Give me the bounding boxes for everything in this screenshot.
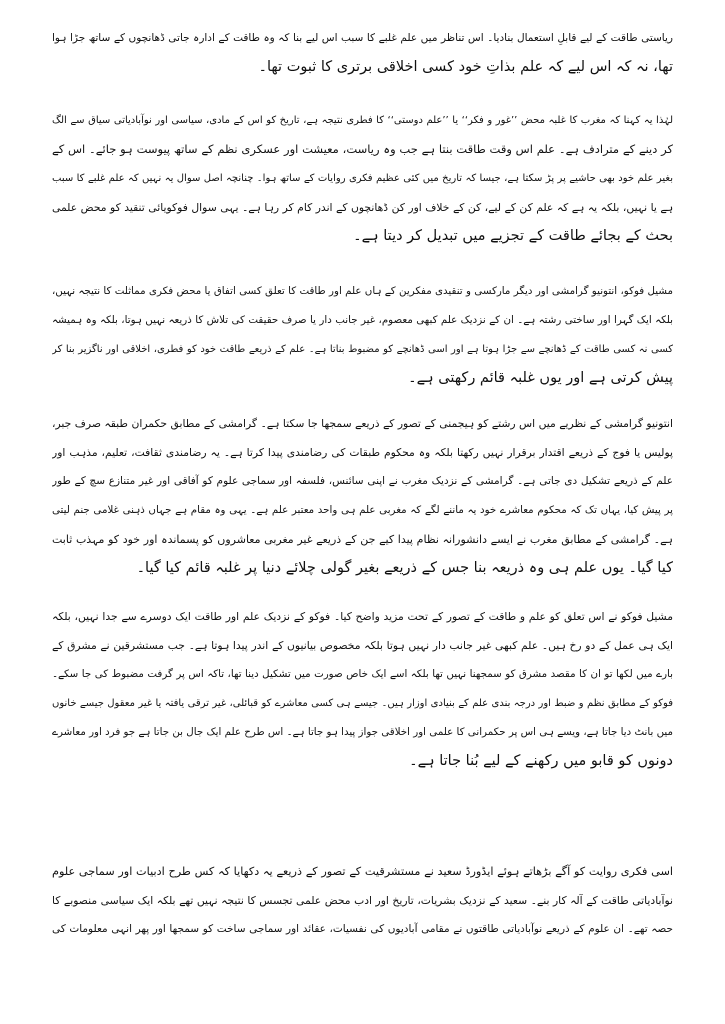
text-line: میں بانٹ دیا جاتا ہے، ویسے ہی اس پر حکمرانی کا علمی اور اخلاقی جواز پیدا ہو جاتا ہے۔ اس طرح علم ایک جال بن جاتا ہے جو فرد اور معاشرے: [52, 726, 673, 738]
text-line: مشیل فوکو نے اس تعلق کو علم و طاقت کے تصور کے تحت مزید واضح کیا۔ فوکو کے نزدیک علم اور طاقت ایک دوسرے سے جدا نہیں، بلکہ: [52, 610, 673, 623]
text-line: کسی نہ کسی طاقت کے ڈھانچے سے جڑا ہوتا ہے اور اسی ڈھانچے کو مضبوط بناتا ہے۔ علم کے ذریعے طاقت خود کو فطری، اخلاقی اور ناگزیر بنا کر: [52, 344, 673, 355]
text-line: لہٰذا یہ کہنا کہ مغرب کا غلبہ محض ’’غور و فکر‘‘ یا ’’علم دوستی‘‘ کا فطری نتیجہ ہے، تاریخ کو اس کے مادی، سیاسی اور نوآبادیاتی سیاق سے الگ: [52, 115, 673, 126]
text-line: انتونیو گرامشی کے نظریے میں اس رشتے کو ہیجمنی کے تصور کے ذریعے سمجھا جا سکتا ہے۔ گرامشی کے مطابق حکمران طبقہ صرف جبر،: [52, 417, 673, 430]
paragraph-gramsci-hegemony: [52, 409, 673, 583]
text-line: بلکہ ایک گہرا اور ساختی رشتہ ہے۔ ان کے نزدیک علم کبھی معصوم، غیر جانب دار یا صرف حقیقت کی تلاش کا ذریعہ نہیں ہوتا، بلکہ وہ ہمیشہ: [52, 314, 673, 326]
text-line: بغیر علم خود بھی حاشیے پر پڑ سکتا ہے، جیسا کہ تاریخ میں کئی عظیم فکری روایات کے ساتھ ہوا۔ چنانچہ اصل سوال یہ نہیں کہ علم غلبے کا سبب: [52, 173, 673, 184]
text-line: پولیس یا فوج کے ذریعے اقتدار برقرار نہیں رکھتا بلکہ وہ محکوم طبقات کی رضامندی پیدا کرتا ہے۔ یہ رضامندی ثقافت، تعلیم، مذہب اور: [52, 446, 673, 459]
paragraph-western-dominance: [52, 106, 673, 251]
text-line: اسی فکری روایت کو آگے بڑھاتے ہوئے ایڈورڈ سعید نے مستشرقیت کے تصور کے ذریعے یہ دکھایا کہ کس طرح ادبیات اور سماجی علوم: [52, 865, 673, 878]
text-line: کیا گیا۔ یوں علم ہی وہ ذریعہ بنا جس کے ذریعے بغیر گولی چلائے دنیا پر غلبہ قائم کیا گیا۔: [136, 560, 673, 576]
text-line: پر پیش کیا، یہاں تک کہ محکوم معاشرے خود یہ ماننے لگے کہ مغربی علم ہی واحد معتبر علم ہے۔ یہی وہ مقام ہے جہاں ذہنی غلامی جنم لیتی: [52, 504, 673, 516]
paragraph-foucault-knowledge-power: [52, 602, 673, 776]
text-line: دونوں کو قابو میں رکھنے کے لیے بُنا جاتا ہے۔: [409, 753, 673, 769]
text-line: کر دینے کے مترادف ہے۔ علم اس وقت طاقت بنتا ہے جب وہ ریاست، معیشت اور عسکری نظم کے ساتھ پیوست ہو جائے۔ اس کے: [52, 142, 673, 156]
text-line: ہے یا نہیں، بلکہ یہ ہے کہ علم کن کے لیے، کن کے خلاف اور کن ڈھانچوں کے اندر کام کر رہا ہے۔ یہی سوال فوکویائی تنقید کو محض علمی: [52, 201, 673, 214]
text-line: حصہ تھے۔ ان علوم کے ذریعے نوآبادیاتی طاقتوں نے مقامی آبادیوں کی نفسیات، عقائد اور سماجی ساخت کو سمجھا اور پھر انہی معلومات کی: [52, 923, 673, 935]
paragraph-foucault-gramsci: [52, 277, 673, 393]
text-line: فوکو کے مطابق نظم و ضبط اور درجہ بندی علم کے بنیادی اوزار ہیں۔ جیسے ہی کسی معاشرے کو قبائلی، غیر ترقی یافتہ یا غیر معقول جیسے خانوں: [52, 698, 673, 709]
text-line: نوآبادیاتی طاقت کے آلہ کار بنے۔ سعید کے نزدیک بشریات، تاریخ اور ادب محض علمی تجسس کا نتیجہ نہیں تھے بلکہ ایک سیاسی منصوبے کا: [52, 894, 673, 907]
paragraph-state-power: [52, 24, 673, 82]
text-line: پیش کرتی ہے اور یوں غلبہ قائم رکھتی ہے۔: [408, 370, 673, 386]
text-line: تھا، نہ کہ اس لیے کہ علم بذاتِ خود کسی اخلاقی برتری کا ثبوت تھا۔: [258, 59, 673, 75]
text-line: بحث کے بجائے طاقت کے تجزیے میں تبدیل کر دیتا ہے۔: [353, 228, 673, 244]
paragraph-edward-said: [52, 857, 673, 944]
text-line: بارے میں لکھا تو ان کا مقصد مشرق کو سمجھنا نہیں تھا بلکہ اسے ایک خاص صورت میں تشکیل دینا تھا، تاکہ اس پر گرفت مضبوط کی جا سکے۔: [52, 668, 673, 680]
text-line: ہے۔ گرامشی کے مطابق مغرب نے ایسے دانشورانہ نظام پیدا کیے جن کے ذریعے غیر مغربی معاشروں کو پسماندہ اور خود کو مہذب ثابت: [52, 533, 673, 546]
text-line: ایک ہی عمل کے دو رخ ہیں۔ علم کبھی غیر جانب دار نہیں ہوتا بلکہ مخصوص بیانیوں کے اندر پیدا ہوتا ہے۔ جب مستشرقین نے مشرق کے: [52, 639, 673, 652]
text-line: علم کے ذریعے تشکیل دی جاتی ہے۔ گرامشی کے نزدیک مغرب نے اپنی سائنس، فلسفہ اور سماجی علوم کو آفاقی اور غیر متنازع سچ کے طور: [52, 475, 673, 487]
text-line: ریاستی طاقت کے لیے قابلِ استعمال بنادیا۔ اس تناظر میں علم غلبے کا سبب اس لیے بنا کہ وہ طاقت کے ادارہ جاتی ڈھانچوں کے ساتھ جڑا ہوا: [52, 32, 673, 44]
text-line: مشیل فوکو، انتونیو گرامشی اور دیگر مارکسی و تنقیدی مفکرین کے ہاں علم اور طاقت کا تعلق کسی اتفاق یا محض فکری مماثلت کا نتیجہ نہیں،: [52, 285, 673, 297]
